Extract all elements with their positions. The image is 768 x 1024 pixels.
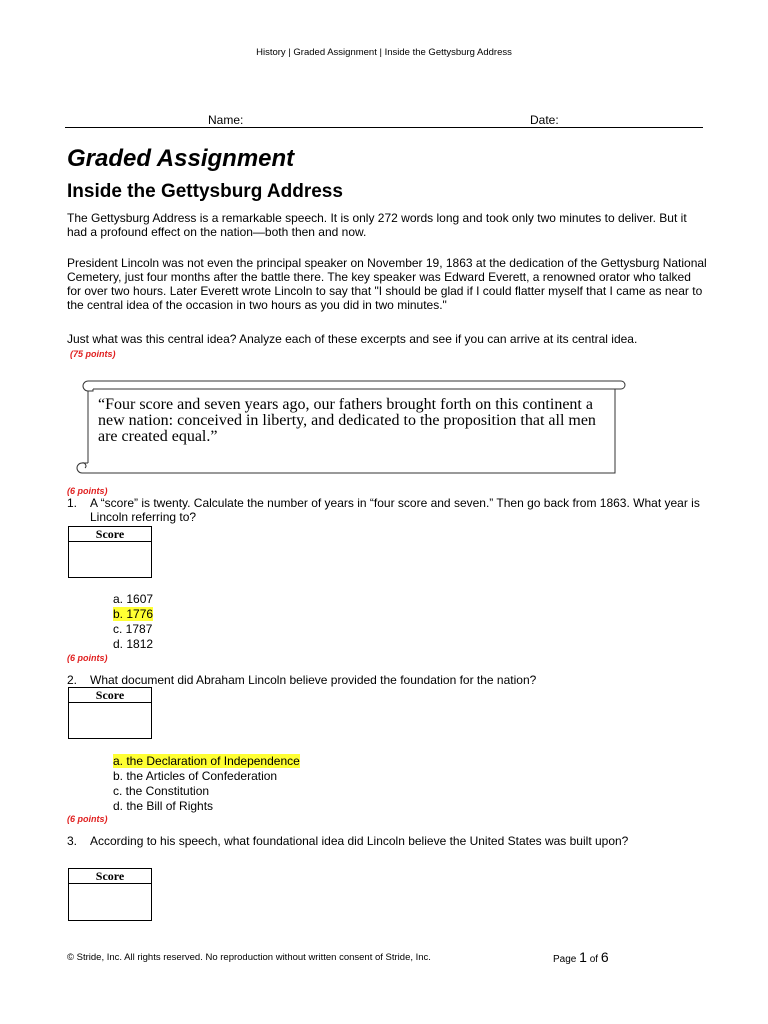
q1-option-a: a. 1607 [113, 592, 154, 606]
context-paragraph: President Lincoln was not even the principal speaker on November 19, 1863 at the dedication of the Gettysburg National Cemetery, just four months after the battle there. The key speaker was Edward Everett, a renowned orator who talked for over two hours. Later Everett wrote Lincoln to say that "I should be glad if I could flatter myself that I came as near to the central idea of the occasion in two hours as you did in two minutes." [67, 256, 707, 312]
name-label: Name: [208, 113, 244, 127]
page-header: History | Graded Assignment | Inside the Gettysburg Address [256, 47, 512, 58]
score-label: Score [69, 527, 151, 542]
page-word: Page [553, 954, 577, 965]
q2-option-a: a. the Declaration of Independence [113, 754, 300, 768]
q3-number: 3. [67, 834, 78, 848]
q2-option-c: c. the Constitution [113, 784, 210, 798]
page-title: Graded Assignment [67, 145, 295, 172]
date-label: Date: [530, 113, 559, 127]
q1-option-d: d. 1812 [113, 637, 154, 651]
q1-score-box[interactable] [68, 526, 152, 578]
q1-points: (6 points) [67, 486, 108, 496]
q1-options [113, 592, 153, 652]
page-of: of [589, 954, 599, 965]
gettysburg-quote: “Four score and seven years ago, our fathers brought forth on this continent a new nation: conceived in liberty, and dedicated to the proposition that all men are created equal.” [98, 396, 596, 445]
score-label: Score [69, 688, 151, 703]
q2-points: (6 points) [67, 653, 108, 663]
copyright-footer: © Stride, Inc. All rights reserved. No reproduction without written consent of Stride, Inc. [67, 952, 431, 963]
intro-paragraph: The Gettysburg Address is a remarkable speech. It is only 272 words long and took only two minutes to deliver. But it had a profound effect on the nation—both then and now. [67, 211, 687, 239]
page-indicator [553, 949, 609, 965]
page-subtitle: Inside the Gettysburg Address [67, 181, 343, 202]
q3-score-box[interactable] [68, 868, 152, 921]
header-rule [65, 127, 703, 128]
q1-number: 1. [67, 496, 78, 510]
q1-option-c: c. 1787 [113, 622, 153, 636]
q1-text: A “score” is twenty. Calculate the number of years in “four score and seven.” Then go back from 1863. What year is Lincoln referring to? [90, 496, 700, 524]
page-total: 6 [600, 949, 609, 965]
q2-options [113, 754, 300, 814]
q2-option-d: d. the Bill of Rights [113, 799, 214, 813]
q2-text: What document did Abraham Lincoln believe provided the foundation for the nation? [90, 673, 537, 687]
q1-option-b: b. 1776 [113, 607, 154, 621]
total-points: (75 points) [70, 349, 116, 359]
q2-number: 2. [67, 673, 78, 687]
score-label: Score [69, 869, 151, 884]
q2-score-box[interactable] [68, 687, 152, 739]
q2-option-b: b. the Articles of Confederation [113, 769, 278, 783]
q3-points: (6 points) [67, 814, 108, 824]
instruction-paragraph: Just what was this central idea? Analyze each of these excerpts and see if you can arrive at its central idea. [67, 332, 638, 346]
page-current: 1 [579, 949, 587, 965]
q3-text: According to his speech, what foundational idea did Lincoln believe the United States was built upon? [90, 834, 629, 848]
